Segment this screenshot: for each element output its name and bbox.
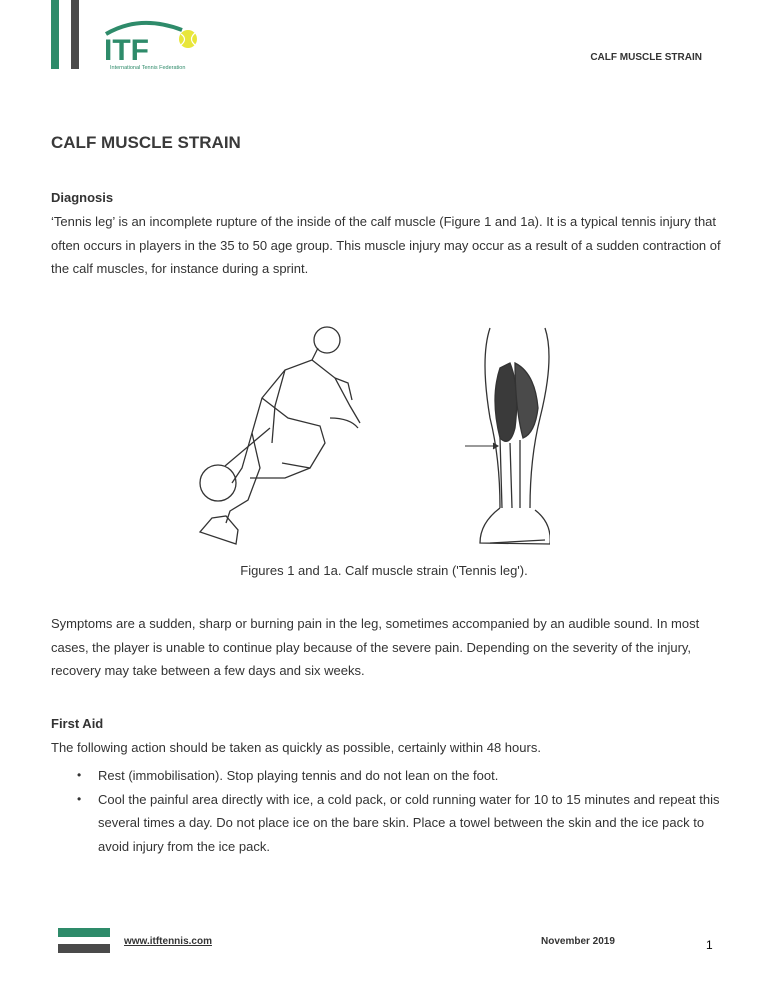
header-bar-green — [51, 0, 59, 69]
tennis-ball-icon — [179, 30, 197, 48]
itf-logo-icon — [100, 16, 210, 72]
running-title: CALF MUSCLE STRAIN — [590, 52, 702, 63]
diagnosis-heading: Diagnosis — [51, 190, 114, 205]
logo-subtitle: International Tennis Federation — [110, 65, 186, 71]
header-bar-gray — [71, 0, 79, 69]
first-aid-list — [51, 764, 721, 858]
first-aid-intro: The following action should be taken as quickly as possible, certainly within 48 hours. — [51, 740, 541, 755]
bullet-icon: • — [77, 768, 82, 782]
symptoms-paragraph: Symptoms are a sudden, sharp or burning pain in the leg, sometimes accompanied by an audible sound. In most cases, the player is unable to continue play because of the severe pain. Depending on the severity of the injury, recovery may take between a few days and six weeks. — [51, 616, 700, 679]
tennis-player-illustration — [200, 327, 360, 544]
figure-caption: Figures 1 and 1a. Calf muscle strain ('Tennis leg'). — [240, 563, 528, 578]
page-title: CALF MUSCLE STRAIN — [51, 133, 241, 152]
figure-illustrations — [190, 318, 550, 554]
list-item-text: Rest (immobilisation). Stop playing tennis and do not lean on the foot. — [98, 768, 499, 783]
diagnosis-paragraph: ‘Tennis leg’ is an incomplete rupture of the inside of the calf muscle (Figure 1 and 1a). It is a typical tennis injury that often occurs in players in the 35 to 50 age group. This muscle injury may occur as a result of a sudden contraction of the calf muscles, for instance during a sprint. — [51, 214, 721, 277]
list-item — [51, 788, 721, 859]
first-aid-heading: First Aid — [51, 716, 104, 731]
calf-muscle-illustration — [465, 328, 550, 544]
svg-text:ITF: ITF — [104, 34, 149, 67]
footer-bar-green — [58, 928, 110, 937]
footer-bar-gray — [58, 944, 110, 953]
footer-date: November 2019 — [541, 936, 615, 947]
page-number: 1 — [706, 938, 713, 952]
list-item — [51, 764, 721, 788]
website-link[interactable]: www.itftennis.com — [124, 936, 212, 947]
list-item-text: Cool the painful area directly with ice, a cold pack, or cold running water for 10 to 15 minutes and repeat this several times a day. Do not place ice on the bare skin. Place a towel between the skin and the ice pack to avoid injury from the ice pack. — [98, 791, 720, 854]
bullet-icon: • — [77, 791, 82, 806]
